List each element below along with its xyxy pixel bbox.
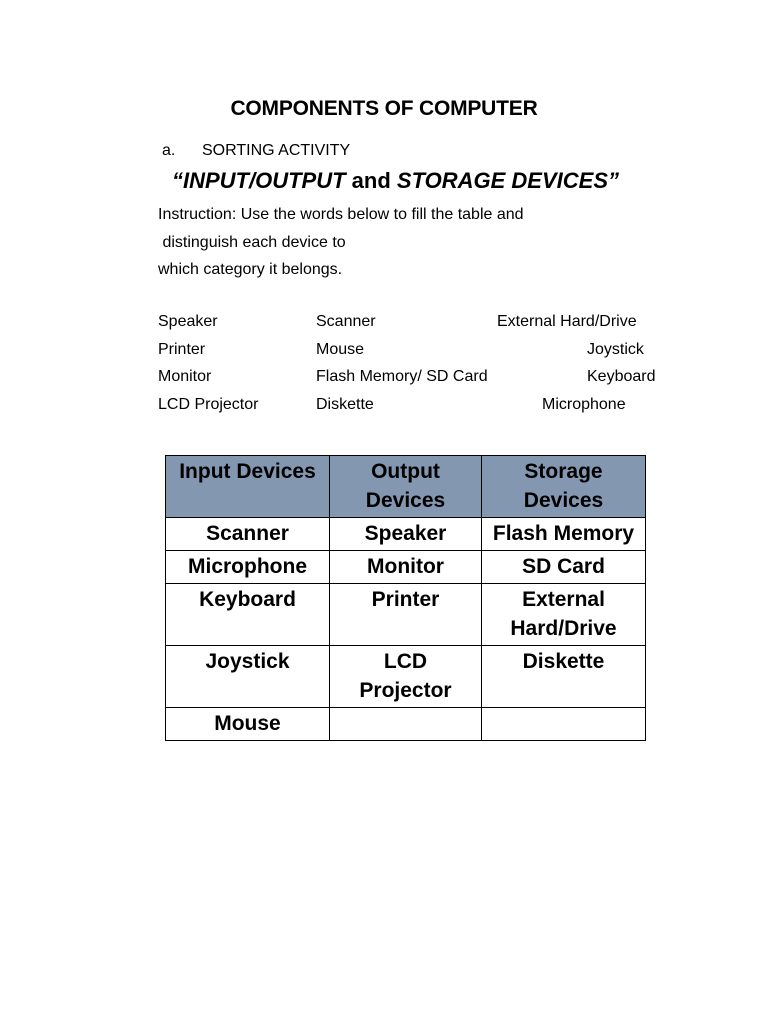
heading-part-input-output: INPUT/OUTPUT [183, 168, 346, 193]
cell-line: SD Card [522, 555, 605, 578]
word-item: Speaker [158, 313, 218, 330]
table-cell [166, 584, 330, 646]
word-item: Joystick [587, 340, 644, 358]
table-cell [166, 708, 330, 741]
cell-line: Flash Memory [492, 522, 635, 545]
heading-open-quote: “ [172, 168, 183, 193]
table-header-row [166, 456, 646, 518]
instruction-line: which category it belongs. [158, 261, 343, 278]
heading-connector: and [345, 168, 397, 193]
table-cell [330, 708, 482, 741]
cell-line: Diskette [522, 650, 605, 673]
header-line: Storage [524, 460, 603, 483]
table-row [166, 518, 646, 551]
heading-close-quote: ” [608, 168, 619, 193]
table-cell [482, 551, 646, 584]
cell-line: Microphone [188, 555, 307, 578]
heading-part-storage: STORAGE DEVICES [396, 168, 608, 193]
instruction-text [158, 201, 524, 284]
cell-line: Monitor [367, 555, 444, 578]
word-bank-row [158, 366, 678, 394]
word-item: Printer [158, 340, 206, 358]
header-line: Output [371, 460, 440, 483]
header-line: Devices [365, 489, 446, 512]
page-title: COMPONENTS OF COMPUTER [230, 97, 538, 120]
table-row [166, 646, 646, 708]
header-output-devices [330, 456, 482, 518]
table-row [166, 708, 646, 741]
word-item: Microphone [542, 395, 626, 413]
word-item: Mouse [316, 340, 365, 358]
table-cell [166, 518, 330, 551]
table-cell [482, 518, 646, 551]
word-item: Monitor [158, 368, 212, 385]
table-cell [166, 551, 330, 584]
header-line: Input Devices [179, 460, 316, 483]
activity-heading [172, 168, 619, 194]
table-cell [330, 584, 482, 646]
section-label [162, 142, 350, 160]
header-line: Devices [523, 489, 604, 512]
word-item: Keyboard [587, 368, 656, 385]
table-cell [330, 518, 482, 551]
table-cell [482, 584, 646, 646]
cell-line: Speaker [364, 522, 447, 545]
table-row [166, 584, 646, 646]
cell-line: Projector [359, 679, 452, 702]
word-bank-row [158, 311, 678, 339]
table-cell [482, 646, 646, 708]
table-cell [166, 646, 330, 708]
word-bank [158, 311, 678, 421]
word-bank-row [158, 339, 678, 367]
cell-line: LCD [383, 650, 428, 673]
cell-line: Joystick [205, 650, 290, 673]
word-item: LCD Projector [158, 395, 259, 413]
cell-line: Hard/Drive [510, 617, 617, 640]
word-item: Flash Memory/ SD Card [316, 368, 488, 385]
instruction-line: Instruction: Use the words below to fill the table and [158, 206, 524, 223]
word-item: Scanner [316, 313, 376, 330]
table-cell [330, 646, 482, 708]
sorting-table [165, 455, 646, 741]
header-storage-devices [482, 456, 646, 518]
header-input-devices [166, 456, 330, 518]
section-letter: a. [162, 142, 176, 159]
word-item: External Hard/Drive [497, 313, 637, 330]
table-cell [482, 708, 646, 741]
cell-line: External [522, 588, 605, 611]
cell-line: Printer [371, 588, 440, 611]
word-item: Diskette [316, 395, 374, 413]
table-row [166, 551, 646, 584]
table-cell [330, 551, 482, 584]
cell-line: Keyboard [199, 588, 296, 611]
section-name: SORTING ACTIVITY [202, 142, 351, 159]
cell-line: Scanner [206, 522, 289, 545]
cell-line: Mouse [214, 712, 281, 735]
word-bank-row [158, 394, 678, 422]
instruction-line: distinguish each device to [158, 233, 346, 251]
